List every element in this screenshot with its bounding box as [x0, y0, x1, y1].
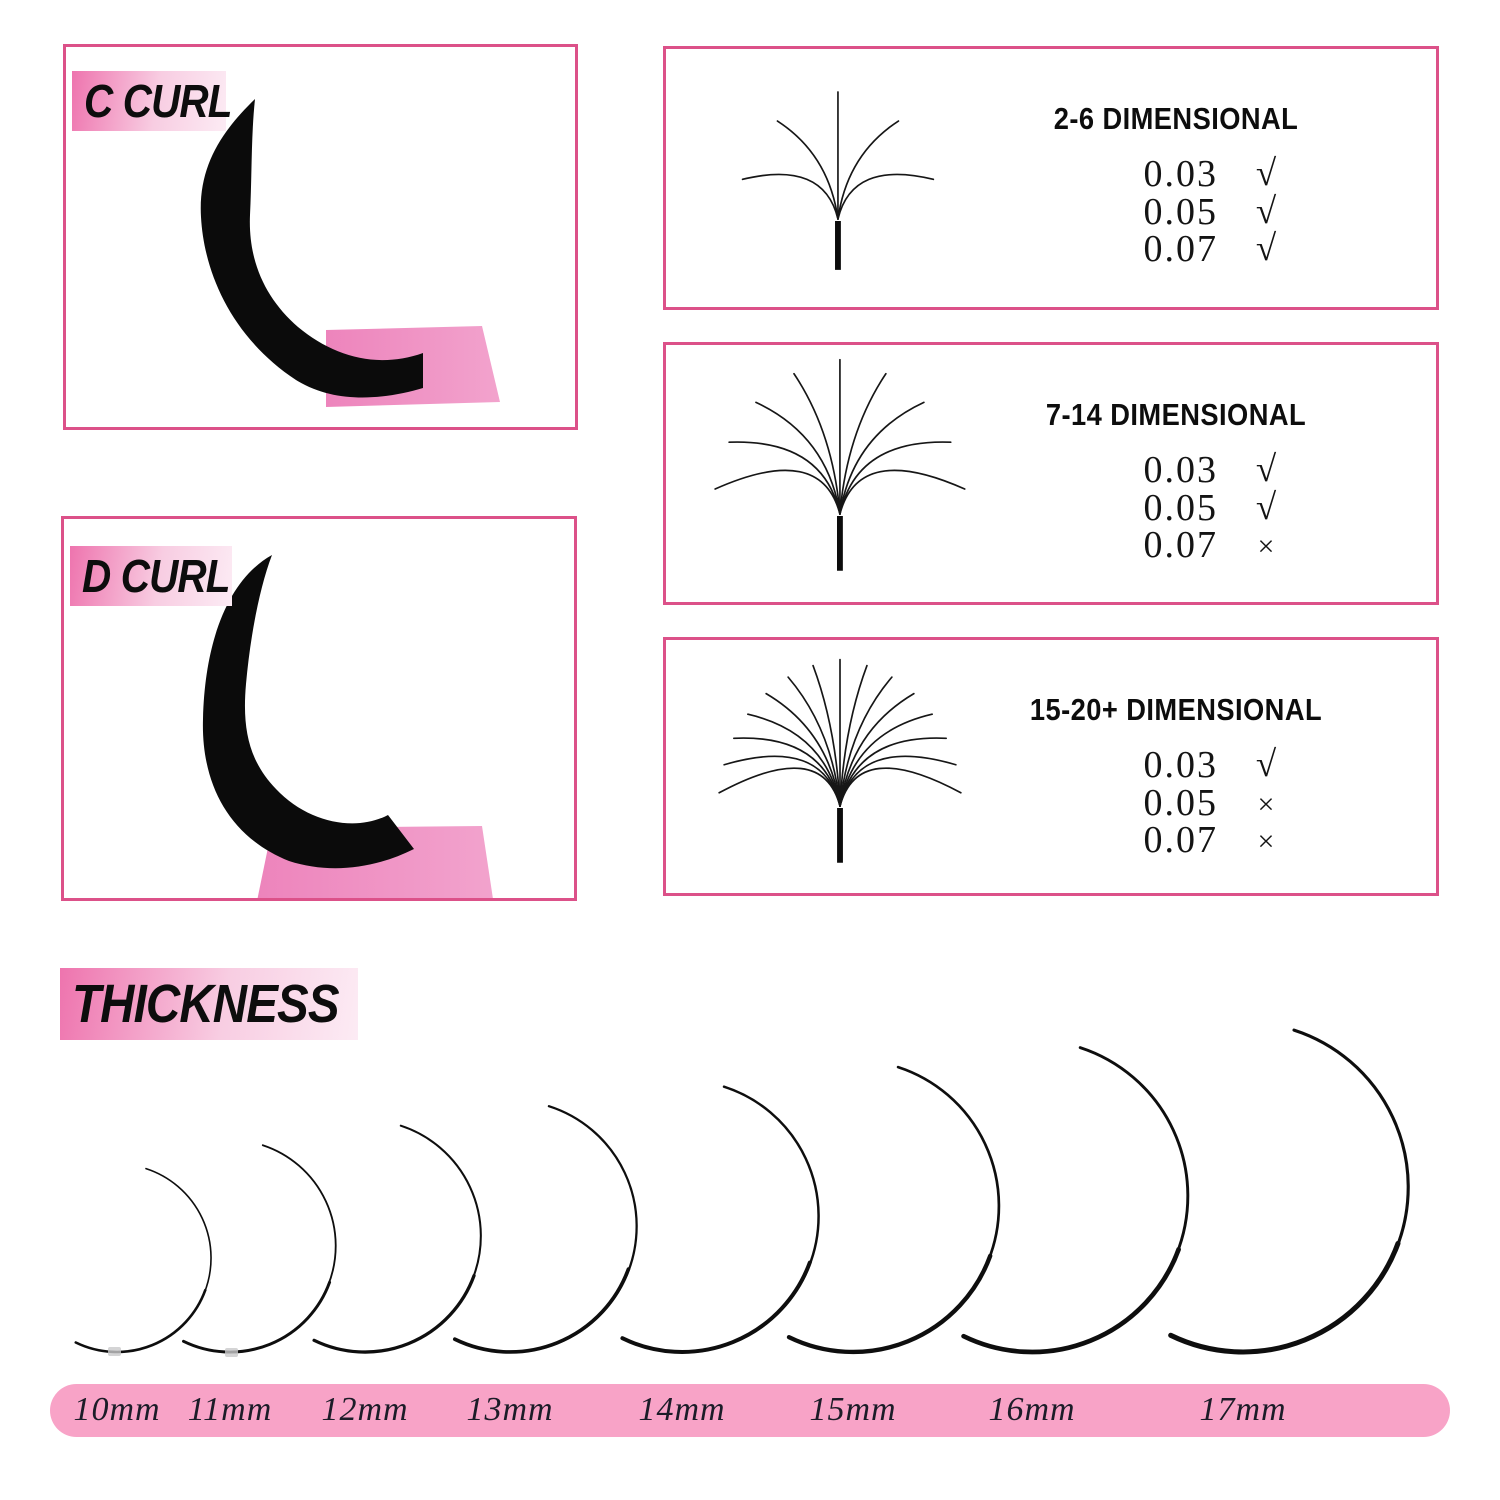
length-label-15mm: 15mm — [809, 1390, 897, 1428]
check-mark: √ — [1255, 191, 1277, 232]
c-curl-label — [72, 71, 232, 131]
x-mark: × — [1257, 788, 1275, 821]
thickness-value: 0.07 — [1143, 524, 1218, 566]
thickness-option-row — [666, 523, 1436, 567]
dimension-card-title: 7-14 DIMENSIONAL — [1045, 397, 1307, 432]
length-lash-curve-base — [1171, 1243, 1398, 1352]
thickness-value: 0.03 — [1143, 744, 1218, 786]
length-scale-bar — [50, 1384, 1450, 1437]
check-mark: √ — [1255, 228, 1277, 269]
d-curl-lash — [203, 555, 414, 868]
length-lash-curve-base — [184, 1282, 330, 1352]
c-curl-card — [63, 44, 578, 430]
length-lash-curve-base — [964, 1249, 1179, 1352]
thickness-value: 0.05 — [1143, 782, 1218, 824]
length-label-16mm: 16mm — [988, 1390, 1076, 1428]
length-lash-curve-base — [314, 1276, 474, 1352]
dimension-card-title: 15-20+ DIMENSIONAL — [1029, 692, 1323, 727]
x-mark: × — [1257, 825, 1275, 858]
check-mark: √ — [1255, 449, 1277, 490]
glue-dot — [225, 1348, 238, 1357]
thickness-value: 0.05 — [1143, 191, 1218, 233]
length-lash-curve — [789, 1067, 999, 1352]
length-label-12mm: 12mm — [321, 1390, 409, 1428]
d-curl-label-text: D CURL — [82, 550, 230, 602]
check-mark: √ — [1255, 487, 1277, 528]
dimension-card-3 — [663, 637, 1439, 896]
dimension-card-1 — [663, 46, 1439, 310]
thickness-value: 0.07 — [1143, 228, 1218, 270]
length-label-14mm: 14mm — [638, 1390, 726, 1428]
thickness-value: 0.07 — [1143, 819, 1218, 861]
d-curl-card — [61, 516, 577, 901]
dimension-card-2 — [663, 342, 1439, 605]
thickness-option-row — [666, 818, 1436, 862]
length-lash-curve-base — [455, 1269, 629, 1352]
thickness-value: 0.03 — [1143, 449, 1218, 491]
x-mark: × — [1257, 530, 1275, 563]
length-lash-curve-base — [622, 1263, 809, 1352]
check-mark: √ — [1255, 153, 1277, 194]
d-curl-label — [70, 546, 232, 606]
length-label-13mm: 13mm — [466, 1390, 554, 1428]
length-lash-curve-base — [789, 1256, 990, 1352]
length-label-17mm: 17mm — [1199, 1390, 1287, 1428]
length-lash-curve — [622, 1087, 818, 1353]
check-mark: √ — [1255, 744, 1277, 785]
length-label-10mm: 10mm — [73, 1390, 161, 1428]
length-lash-curve — [76, 1169, 211, 1352]
length-lash-curve — [964, 1048, 1188, 1352]
length-lash-curve — [184, 1145, 336, 1352]
length-lash-curve-base — [76, 1290, 206, 1352]
dimension-card-title: 2-6 DIMENSIONAL — [1053, 101, 1299, 136]
thickness-heading — [60, 968, 358, 1040]
thickness-heading-text: THICKNESS — [72, 974, 339, 1034]
length-lash-curve — [455, 1106, 637, 1352]
thickness-value: 0.03 — [1143, 153, 1218, 195]
length-label-11mm: 11mm — [187, 1390, 273, 1428]
thickness-option-row — [666, 227, 1436, 271]
thickness-value: 0.05 — [1143, 487, 1218, 529]
glue-dot — [108, 1347, 121, 1356]
c-curl-label-text: C CURL — [84, 75, 232, 127]
length-lash-curve — [1171, 1030, 1409, 1352]
length-lash-curve — [314, 1126, 481, 1352]
